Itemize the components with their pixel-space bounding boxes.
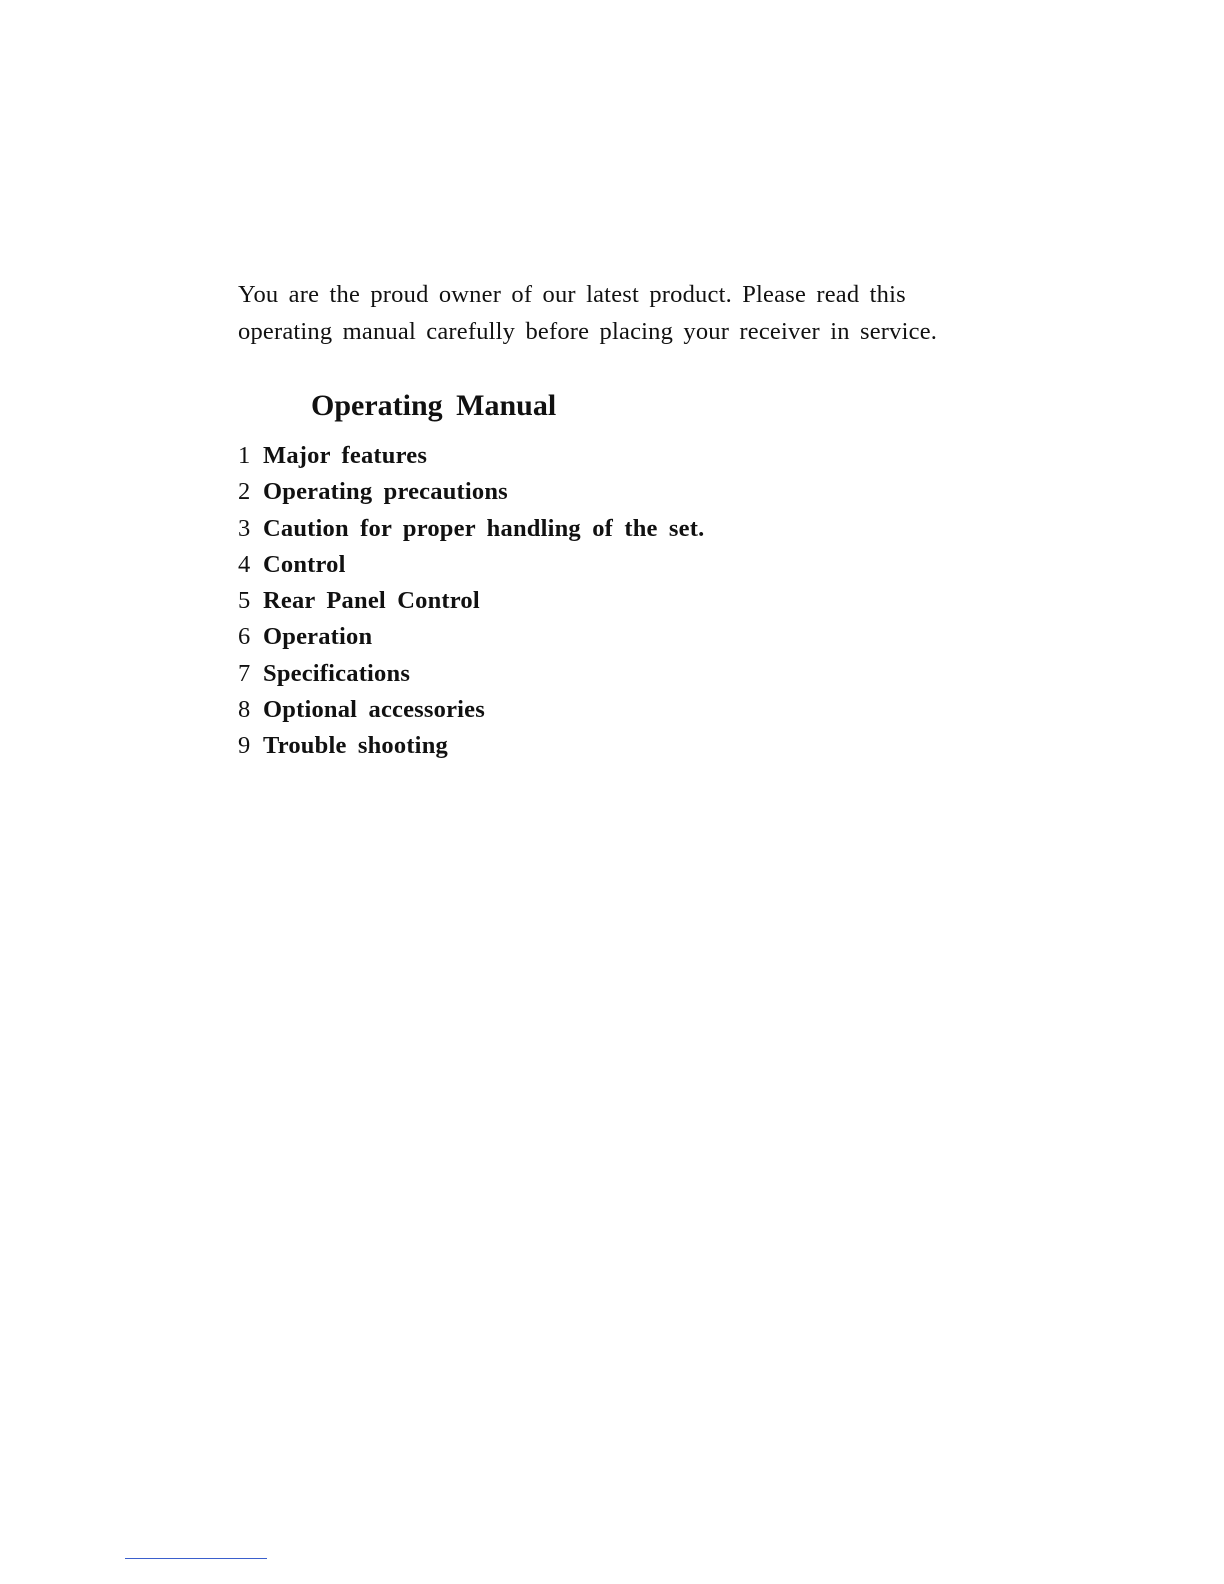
- toc-item-caution-handling: [238, 511, 704, 547]
- toc-item-number: 3: [238, 514, 251, 542]
- toc-item-trouble-shooting: [238, 728, 704, 764]
- toc-item-label: Operation: [263, 623, 373, 651]
- toc-item-rear-panel-control: [238, 583, 704, 619]
- toc-item-control: [238, 547, 704, 583]
- toc-item-number: 2: [238, 478, 251, 506]
- toc-item-label: Operating precautions: [263, 478, 508, 506]
- page-title: Operating Manual: [311, 389, 557, 422]
- toc-item-label: Rear Panel Control: [263, 587, 480, 615]
- table-of-contents: [238, 438, 704, 765]
- toc-item-optional-accessories: [238, 692, 704, 728]
- toc-item-number: 5: [238, 587, 251, 615]
- toc-item-number: 9: [238, 732, 251, 760]
- toc-item-label: Caution for proper handling of the set.: [263, 514, 705, 542]
- toc-item-operation: [238, 619, 704, 655]
- toc-item-number: 1: [238, 442, 251, 469]
- toc-item-specifications: [238, 656, 704, 692]
- toc-item-label: Optional accessories: [263, 696, 485, 724]
- intro-line-2: operating manual carefully before placing your receiver in service.: [238, 318, 938, 345]
- toc-item-label: Control: [263, 550, 346, 578]
- toc-item-number: 6: [238, 623, 251, 651]
- toc-item-number: 7: [238, 659, 251, 687]
- toc-item-major-features: [238, 438, 704, 474]
- toc-item-label: Major features: [263, 442, 428, 469]
- intro-line-1: You are the proud owner of our latest product. Please read this: [238, 281, 906, 308]
- toc-item-label: Specifications: [263, 659, 411, 687]
- footer-rule: [125, 1558, 267, 1559]
- toc-item-label: Trouble shooting: [263, 732, 448, 760]
- toc-item-operating-precautions: [238, 474, 704, 510]
- intro-paragraph: [238, 276, 1038, 350]
- toc-item-number: 4: [238, 550, 251, 578]
- toc-item-number: 8: [238, 696, 251, 724]
